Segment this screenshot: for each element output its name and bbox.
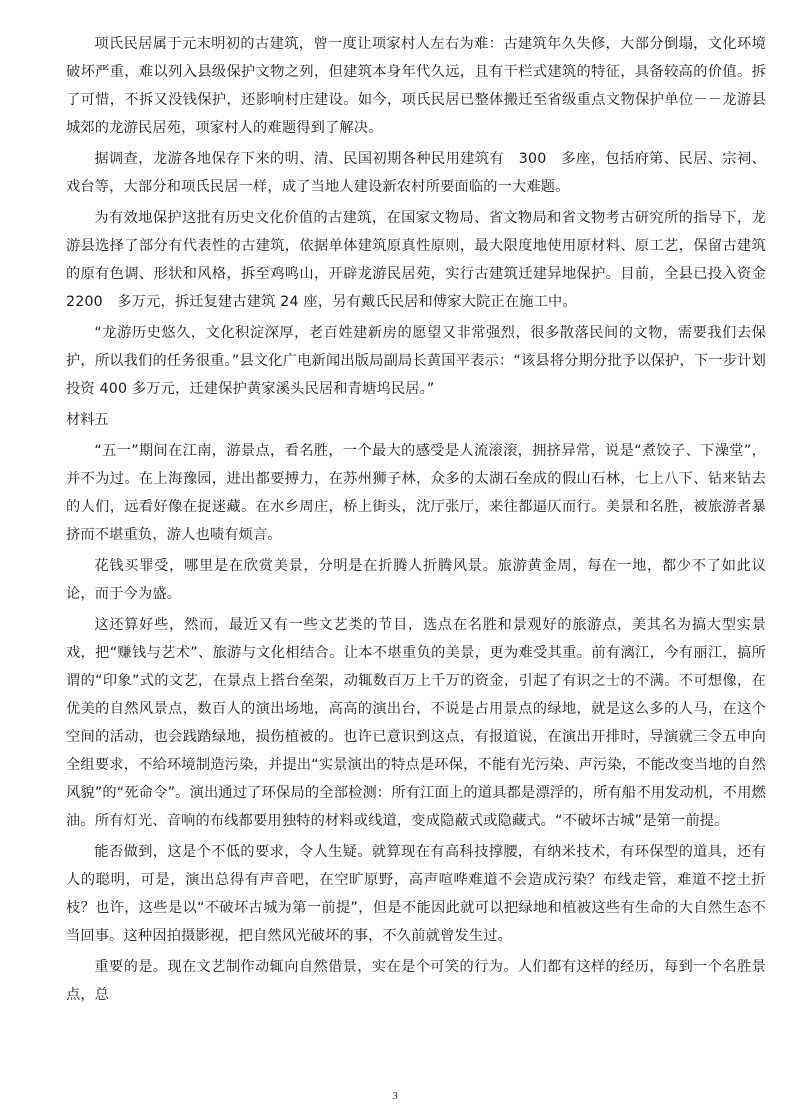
paragraph: “五一”期间在江南，游景点，看名胜，一个最大的感受是人流滚滚，拥挤异常，说是“煮饺子、下澡堂”，并不为过。在上海豫园，进出都要搏力，在苏州狮子林，众多的太湖石垒成的假山石林，七上八下、钻来钻去的人们，远看好像在捉迷藏。在水乡周庄，桥上街头，沈厅张厅，来往都逼仄而行。美景和名胜，被旅游者暴挤而不堪重负，游人也啧有烦言。 bbox=[66, 443, 766, 543]
page-number: 3 bbox=[392, 1090, 398, 1102]
section-heading: 材料五 bbox=[66, 412, 109, 428]
paragraph: 项氏民居属于元末明初的古建筑，曾一度让项家村人左右为难：古建筑年久失修，大部分倒塌，文化环境破坏严重，难以列入县级保护文物之列，但建筑本身年代久远，且有干栏式建筑的特征，具备较高的价值。拆了可惜，不拆又没钱保护，还影响村庄建设。如今，项氏民居已整体搬迁至省级重点文物保护单位－－龙游县城郊的龙游民居苑，项家村人的难题得到了解决。 bbox=[66, 36, 766, 136]
paragraph: 据调查，龙游各地保存下来的明、清、民国初期各种民用建筑有 300 多座，包括府第、民居、宗祠、戏台等，大部分和项氏民居一样，成了当地人建设新农村所要面临的一大难题。 bbox=[66, 151, 766, 195]
paragraph: 这还算好些，然而，最近又有一些文艺类的节目，选点在名胜和景观好的旅游点，美其名为搞大型实景戏，把“赚钱与艺术”、旅游与文化相结合。让本不堪重负的美景，更为难受其重。前有漓江，今有丽江，搞所谓的“印象”式的文艺，在景点上搭台垒架，动辄数百万上千万的资金，引起了有识之士的不满。不可想像，在优美的自然风景点，数百人的演出场地，高高的演出台，不说是占用景点的绿地，就是这么多的人马，在这个空间的活动，也会践踏绿地，损伤植被的。也许已意识到这点，有报道说，在演出开排时，导演就三令五申向全组要求，不给环境制造污染，并提出“实景演出的特点是环保，不能有光污染、声污染，不能改变当地的自然风貌”的“死命令”。演出通过了环保局的全部检测：所有江面上的道具都是漂浮的，所有船不用发动机，不用燃油。所有灯光、音响的布线都要用独特的材料或线道，变成隐蔽式或隐藏式。“不破坏古城”是第一前提。 bbox=[66, 617, 766, 829]
paragraph: “龙游历史悠久，文化积淀深厚，老百姓建新房的愿望又非常强烈，很多散落民间的文物，需要我们去保护，所以我们的任务很重。”县文化广电新闻出版局副局长黄国平表示：“该县将分期分批予以保护，下一步计划投资 400 多万元，迁建保护黄家溪头民居和青塘坞民居。” bbox=[66, 325, 766, 397]
paragraph: 花钱买罪受，哪里是在欣赏美景，分明是在折腾人折腾风景。旅游黄金周，每在一地，都少不了如此议论，而于今为盛。 bbox=[66, 558, 766, 602]
paragraph: 能否做到，这是个不低的要求，令人生疑。就算现在有高科技撑腰，有纳米技术，有环保型的道具，还有人的聪明，可是，演出总得有声音吧，在空旷原野，高声喧哗难道不会造成污染？布线走管，难道不挖土折枝？也许，这些是以“不破坏古城为第一前提”，但是不能因此就可以把绿地和植被这些有生命的大自然生态不当回事。这种因拍摄影视，把自然风光破坏的事，不久前就曾发生过。 bbox=[66, 844, 766, 944]
document-page bbox=[66, 30, 766, 1012]
paragraph: 重要的是。现在文艺制作动辄向自然借景，实在是个可笑的行为。人们都有这样的经历，每到一个名胜景点，总 bbox=[66, 959, 766, 1003]
paragraph: 为有效地保护这批有历史文化价值的古建筑，在国家文物局、省文物局和省文物考古研究所的指导下，龙游县选择了部分有代表性的古建筑，依据单体建筑原真性原则，最大限度地使用原材料、原工艺，保留古建筑的原有色调、形状和风格，拆至鸡鸣山，开辟龙游民居苑，实行古建筑迁建异地保护。目前，全县已投入资金 2200 多万元，拆迁复建古建筑 24 座，另有戴氏民居和傅家大院正在施工中。 bbox=[66, 210, 766, 310]
